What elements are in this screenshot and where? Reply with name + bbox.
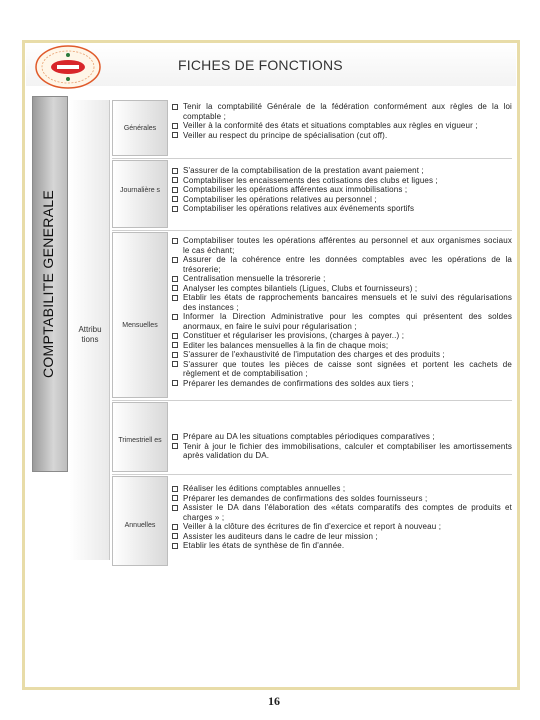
checkbox-bullet-icon (172, 524, 178, 530)
bullet-list-journalieres (172, 166, 512, 214)
checkbox-bullet-icon (172, 276, 178, 282)
list-item: S'assurer que toutes les pièces de caisse sont signées et portent les cachets de règlement et de comptabilisation ; (172, 360, 512, 379)
checkbox-bullet-icon (172, 257, 178, 263)
checkbox-bullet-icon (172, 361, 178, 367)
category-label: Annuelles (124, 522, 156, 529)
bullet-list-mensuelles (172, 236, 512, 388)
checkbox-bullet-icon (172, 187, 178, 193)
divider (112, 230, 512, 231)
list-item: Comptabiliser les opérations relatives aux événements sportifs (172, 204, 512, 214)
page-number: 16 (268, 694, 280, 708)
checkbox-bullet-icon (172, 333, 178, 339)
list-item: Veiller au respect du principe de spécialisation (cut off). (172, 131, 512, 141)
list-item: Tenir à jour le fichier des immobilisations, calculer et comptabiliser les amortissements après validation du DA. (172, 442, 512, 461)
category-label: Trimestriell es (118, 437, 162, 444)
list-item: Préparer les demandes de confirmations des soldes aux tiers ; (172, 379, 512, 389)
category-label: Générales (123, 125, 157, 132)
list-item: Veiller à la conformité des états et situations comptables aux règles en vigueur ; (172, 121, 512, 131)
list-item: Réaliser les éditions comptables annuelles ; (172, 484, 512, 494)
list-item: Etablir les états de synthèse de fin d'année. (172, 541, 512, 551)
checkbox-bullet-icon (172, 104, 178, 110)
checkbox-bullet-icon (172, 543, 178, 549)
checkbox-bullet-icon (172, 168, 178, 174)
list-item: Assurer de la cohérence entre les données comptables avec les opérations de la trésorerie; (172, 255, 512, 274)
list-item: Comptabiliser les encaissements des cotisations des clubs et ligues ; (172, 176, 512, 186)
checkbox-bullet-icon (172, 342, 178, 348)
checkbox-bullet-icon (172, 206, 178, 212)
checkbox-bullet-icon (172, 495, 178, 501)
page-title: FICHES DE FONCTIONS (178, 57, 343, 73)
bullet-list-annuelles (172, 484, 512, 551)
list-item: Comptabiliser les opérations afférentes aux immobilisations ; (172, 185, 512, 195)
checkbox-bullet-icon (172, 314, 178, 320)
list-item: Constituer et régulariser les provisions, (charges à payer..) ; (172, 331, 512, 341)
checkbox-bullet-icon (172, 177, 178, 183)
list-item: S'assurer de l'exhaustivité de l'imputation des charges et des produits ; (172, 350, 512, 360)
category-label: Journalière s (119, 187, 161, 194)
checkbox-bullet-icon (172, 238, 178, 244)
list-item: Assister le DA dans l'élaboration des «états comparatifs des comptes de produits et charges » ; (172, 503, 512, 522)
category-label: Mensuelles (122, 322, 158, 329)
checkbox-bullet-icon (172, 295, 178, 301)
checkbox-bullet-icon (172, 434, 178, 440)
list-item: Comptabiliser toutes les opérations afférentes au personnel et aux organismes sociaux le cas échant; (172, 236, 512, 255)
bullet-list-generales (172, 102, 512, 140)
divider (112, 158, 512, 159)
list-item: Comptabiliser les opérations relatives au personnel ; (172, 195, 512, 205)
list-item: Assister les auditeurs dans le cadre de leur mission ; (172, 532, 512, 542)
checkbox-bullet-icon (172, 196, 178, 202)
divider (112, 474, 512, 475)
list-item: Centralisation mensuelle la trésorerie ; (172, 274, 512, 284)
checkbox-bullet-icon (172, 285, 178, 291)
federation-seal-logo (33, 44, 103, 90)
list-item: Veiller à la clôture des écritures de fin d'exercice et report à nouveau ; (172, 522, 512, 532)
checkbox-bullet-icon (172, 505, 178, 511)
list-item: Préparer les demandes de confirmations des soldes fournisseurs ; (172, 494, 512, 504)
checkbox-bullet-icon (172, 443, 178, 449)
list-item: Etablir les états de rapprochements bancaires mensuels et le suivi des régularisations des instances ; (172, 293, 512, 312)
list-item: Informer la Direction Administrative pour les comptes qui présentent des soldes anormaux, en faire le suivi pour régularisation ; (172, 312, 512, 331)
checkbox-bullet-icon (172, 486, 178, 492)
list-item: S'assurer de la comptabilisation de la prestation avant paiement ; (172, 166, 512, 176)
checkbox-bullet-icon (172, 352, 178, 358)
list-item: Editer les balances mensuelles à la fin de chaque mois; (172, 341, 512, 351)
category-cell (112, 232, 168, 398)
divider (112, 400, 512, 401)
checkbox-bullet-icon (172, 380, 178, 386)
list-item: Prépare au DA les situations comptables périodiques comparatives ; (172, 432, 512, 442)
bullet-list-trimestrielles (172, 432, 512, 461)
checkbox-bullet-icon (172, 123, 178, 129)
list-item: Tenir la comptabilité Générale de la fédération conformément aux règles de la loi comptable ; (172, 102, 512, 121)
attributions-label: Attribu tions (78, 325, 102, 344)
list-item: Analyser les comptes bilantiels (Ligues, Clubs et fournisseurs) ; (172, 284, 512, 294)
band-title: COMPTABILITE GENERALE (40, 189, 56, 379)
checkbox-bullet-icon (172, 132, 178, 138)
checkbox-bullet-icon (172, 533, 178, 539)
